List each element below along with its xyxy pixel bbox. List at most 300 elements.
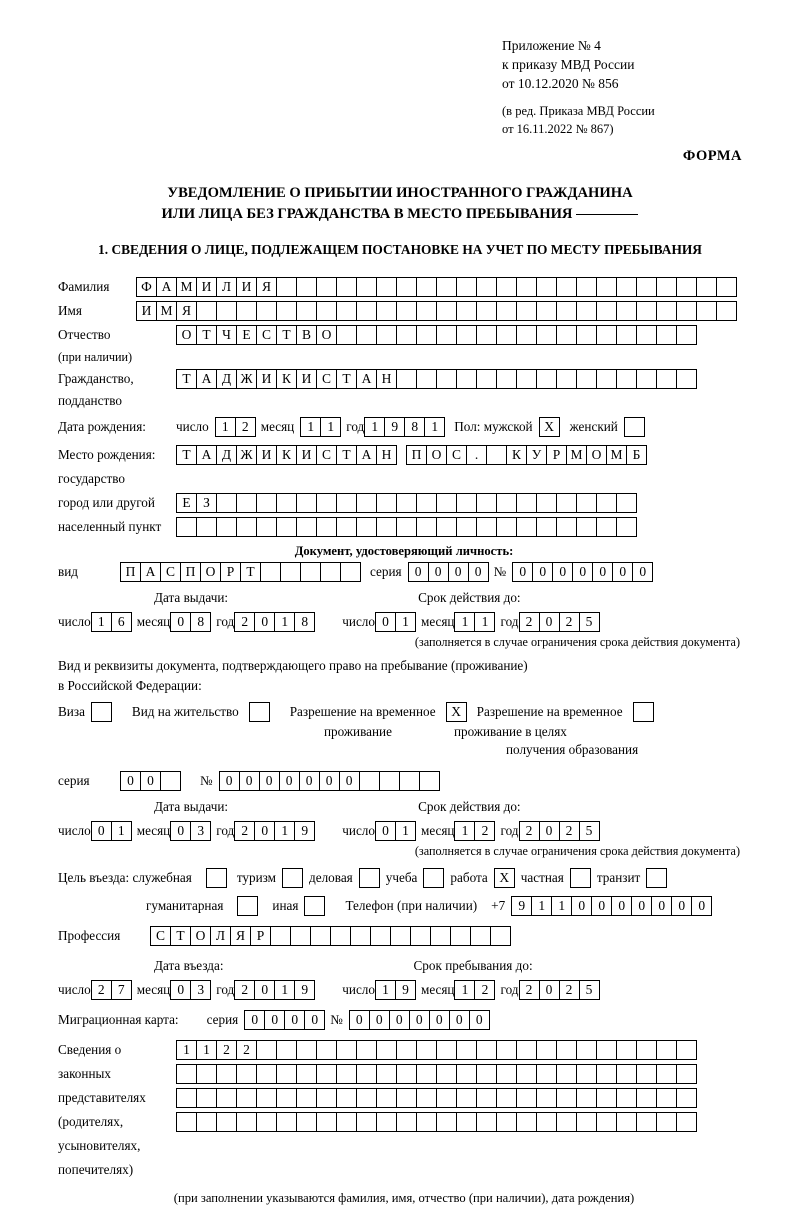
grid-cell[interactable] xyxy=(216,1064,237,1084)
grid-cell[interactable]: И xyxy=(256,369,277,389)
grid-cell[interactable]: 0 xyxy=(239,771,260,791)
grid-cell[interactable] xyxy=(216,1112,237,1132)
grid-cell[interactable] xyxy=(316,1112,337,1132)
doc-issue-month-input[interactable] xyxy=(170,612,210,632)
grid-cell[interactable] xyxy=(356,1064,377,1084)
grid-cell[interactable]: . xyxy=(466,445,487,465)
grid-cell[interactable]: 0 xyxy=(631,896,652,916)
grid-cell[interactable]: 1 xyxy=(91,612,112,632)
grid-cell[interactable] xyxy=(396,1064,417,1084)
grid-cell[interactable] xyxy=(300,562,321,582)
grid-cell[interactable] xyxy=(416,1040,437,1060)
grid-cell[interactable] xyxy=(340,562,361,582)
grid-cell[interactable]: 7 xyxy=(111,980,132,1000)
grid-cell[interactable] xyxy=(656,301,677,321)
grid-cell[interactable] xyxy=(336,301,357,321)
purpose-humanitarian-checkbox[interactable] xyxy=(237,896,258,916)
grid-cell[interactable] xyxy=(556,1088,577,1108)
grid-cell[interactable] xyxy=(376,1088,397,1108)
grid-cell[interactable]: 0 xyxy=(552,562,573,582)
grid-cell[interactable] xyxy=(356,517,377,537)
grid-cell[interactable]: 0 xyxy=(319,771,340,791)
phone-input[interactable] xyxy=(511,896,711,916)
grid-cell[interactable] xyxy=(256,1088,277,1108)
grid-cell[interactable]: 0 xyxy=(572,562,593,582)
grid-cell[interactable] xyxy=(356,1040,377,1060)
grid-cell[interactable] xyxy=(496,1064,517,1084)
grid-cell[interactable] xyxy=(536,1040,557,1060)
grid-cell[interactable] xyxy=(536,277,557,297)
grid-cell[interactable] xyxy=(496,301,517,321)
grid-cell[interactable] xyxy=(336,493,357,513)
grid-cell[interactable] xyxy=(376,277,397,297)
grid-cell[interactable] xyxy=(276,1040,297,1060)
grid-cell[interactable]: П xyxy=(406,445,427,465)
grid-cell[interactable]: 0 xyxy=(254,980,275,1000)
grid-cell[interactable] xyxy=(396,301,417,321)
grid-cell[interactable]: Е xyxy=(176,493,197,513)
grid-cell[interactable]: Н xyxy=(376,445,397,465)
grid-cell[interactable]: А xyxy=(356,445,377,465)
grid-cell[interactable] xyxy=(456,1112,477,1132)
grid-cell[interactable]: 0 xyxy=(671,896,692,916)
residence-permit-checkbox[interactable] xyxy=(249,702,270,722)
edu-residence-checkbox[interactable] xyxy=(633,702,654,722)
grid-cell[interactable]: 0 xyxy=(259,771,280,791)
grid-cell[interactable] xyxy=(516,517,537,537)
grid-cell[interactable]: 1 xyxy=(395,821,416,841)
grid-cell[interactable] xyxy=(276,517,297,537)
grid-cell[interactable]: 0 xyxy=(408,562,429,582)
grid-cell[interactable]: А xyxy=(356,369,377,389)
grid-cell[interactable] xyxy=(516,493,537,513)
grid-cell[interactable] xyxy=(676,369,697,389)
grid-cell[interactable] xyxy=(456,1064,477,1084)
grid-cell[interactable] xyxy=(336,325,357,345)
grid-cell[interactable] xyxy=(416,1064,437,1084)
grid-cell[interactable] xyxy=(716,301,737,321)
entry-month-input[interactable] xyxy=(170,980,210,1000)
grid-cell[interactable] xyxy=(636,325,657,345)
grid-cell[interactable] xyxy=(556,325,577,345)
purpose-business-checkbox[interactable] xyxy=(359,868,380,888)
grid-cell[interactable] xyxy=(436,1064,457,1084)
purpose-transit-checkbox[interactable] xyxy=(646,868,667,888)
legal-rep-input-3[interactable] xyxy=(176,1088,696,1108)
grid-cell[interactable]: 1 xyxy=(474,612,495,632)
grid-cell[interactable]: Т xyxy=(176,369,197,389)
grid-cell[interactable]: 5 xyxy=(579,821,600,841)
grid-cell[interactable] xyxy=(336,1064,357,1084)
grid-cell[interactable]: 0 xyxy=(512,562,533,582)
grid-cell[interactable] xyxy=(536,325,557,345)
grid-cell[interactable] xyxy=(390,926,411,946)
grid-cell[interactable]: Ф xyxy=(136,277,157,297)
grid-cell[interactable] xyxy=(456,1088,477,1108)
birth-month-input[interactable] xyxy=(300,417,340,437)
grid-cell[interactable] xyxy=(336,277,357,297)
grid-cell[interactable] xyxy=(256,1064,277,1084)
grid-cell[interactable] xyxy=(316,1088,337,1108)
grid-cell[interactable] xyxy=(310,926,331,946)
permit-valid-year-input[interactable] xyxy=(519,821,599,841)
grid-cell[interactable] xyxy=(496,1040,517,1060)
grid-cell[interactable]: 1 xyxy=(274,821,295,841)
grid-cell[interactable] xyxy=(636,1064,657,1084)
grid-cell[interactable] xyxy=(236,301,257,321)
grid-cell[interactable] xyxy=(336,1040,357,1060)
grid-cell[interactable] xyxy=(336,1088,357,1108)
grid-cell[interactable] xyxy=(296,1064,317,1084)
grid-cell[interactable] xyxy=(576,369,597,389)
grid-cell[interactable] xyxy=(636,301,657,321)
name-input[interactable] xyxy=(136,301,736,321)
grid-cell[interactable]: Я xyxy=(176,301,197,321)
grid-cell[interactable] xyxy=(336,1112,357,1132)
grid-cell[interactable] xyxy=(516,277,537,297)
grid-cell[interactable] xyxy=(576,517,597,537)
grid-cell[interactable] xyxy=(416,493,437,513)
grid-cell[interactable]: 0 xyxy=(170,821,191,841)
grid-cell[interactable]: Д xyxy=(216,445,237,465)
grid-cell[interactable] xyxy=(256,1112,277,1132)
grid-cell[interactable] xyxy=(436,1088,457,1108)
grid-cell[interactable]: 0 xyxy=(469,1010,490,1030)
grid-cell[interactable] xyxy=(316,301,337,321)
grid-cell[interactable] xyxy=(636,277,657,297)
grid-cell[interactable]: 0 xyxy=(592,562,613,582)
citizenship-input[interactable] xyxy=(176,369,696,389)
grid-cell[interactable] xyxy=(676,1088,697,1108)
grid-cell[interactable] xyxy=(616,517,637,537)
purpose-tourism-checkbox[interactable] xyxy=(282,868,303,888)
grid-cell[interactable]: Т xyxy=(240,562,261,582)
grid-cell[interactable] xyxy=(316,277,337,297)
birth-year-input[interactable] xyxy=(364,417,444,437)
grid-cell[interactable] xyxy=(516,325,537,345)
grid-cell[interactable] xyxy=(410,926,431,946)
grid-cell[interactable] xyxy=(176,517,197,537)
grid-cell[interactable] xyxy=(490,926,511,946)
grid-cell[interactable] xyxy=(676,1064,697,1084)
grid-cell[interactable] xyxy=(436,517,457,537)
grid-cell[interactable] xyxy=(260,562,281,582)
grid-cell[interactable]: 2 xyxy=(91,980,112,1000)
grid-cell[interactable]: 0 xyxy=(254,612,275,632)
grid-cell[interactable]: Р xyxy=(546,445,567,465)
grid-cell[interactable] xyxy=(496,517,517,537)
grid-cell[interactable] xyxy=(656,1040,677,1060)
grid-cell[interactable]: 0 xyxy=(369,1010,390,1030)
grid-cell[interactable]: 0 xyxy=(691,896,712,916)
grid-cell[interactable]: И xyxy=(256,445,277,465)
grid-cell[interactable] xyxy=(450,926,471,946)
grid-cell[interactable] xyxy=(356,493,377,513)
grid-cell[interactable] xyxy=(236,1112,257,1132)
grid-cell[interactable] xyxy=(656,277,677,297)
grid-cell[interactable] xyxy=(416,277,437,297)
grid-cell[interactable] xyxy=(376,493,397,513)
grid-cell[interactable] xyxy=(596,1040,617,1060)
grid-cell[interactable]: Б xyxy=(626,445,647,465)
grid-cell[interactable]: 0 xyxy=(539,821,560,841)
grid-cell[interactable]: 0 xyxy=(299,771,320,791)
grid-cell[interactable] xyxy=(316,517,337,537)
grid-cell[interactable]: И xyxy=(136,301,157,321)
grid-cell[interactable] xyxy=(476,493,497,513)
grid-cell[interactable] xyxy=(416,1088,437,1108)
grid-cell[interactable] xyxy=(476,1088,497,1108)
grid-cell[interactable] xyxy=(270,926,291,946)
grid-cell[interactable] xyxy=(296,301,317,321)
grid-cell[interactable] xyxy=(676,277,697,297)
grid-cell[interactable] xyxy=(536,493,557,513)
grid-cell[interactable] xyxy=(476,1064,497,1084)
grid-cell[interactable]: М xyxy=(566,445,587,465)
grid-cell[interactable]: 1 xyxy=(300,417,321,437)
grid-cell[interactable]: 0 xyxy=(632,562,653,582)
visa-checkbox[interactable] xyxy=(91,702,112,722)
grid-cell[interactable] xyxy=(276,493,297,513)
grid-cell[interactable]: И xyxy=(296,369,317,389)
grid-cell[interactable]: 1 xyxy=(551,896,572,916)
grid-cell[interactable] xyxy=(616,1064,637,1084)
grid-cell[interactable]: 0 xyxy=(539,612,560,632)
grid-cell[interactable] xyxy=(616,493,637,513)
grid-cell[interactable]: И xyxy=(196,277,217,297)
grid-cell[interactable] xyxy=(236,493,257,513)
grid-cell[interactable] xyxy=(636,1088,657,1108)
grid-cell[interactable] xyxy=(296,1088,317,1108)
grid-cell[interactable]: П xyxy=(120,562,141,582)
grid-cell[interactable]: 2 xyxy=(216,1040,237,1060)
grid-cell[interactable]: Ж xyxy=(236,369,257,389)
grid-cell[interactable] xyxy=(356,301,377,321)
grid-cell[interactable]: 1 xyxy=(196,1040,217,1060)
grid-cell[interactable] xyxy=(496,369,517,389)
grid-cell[interactable]: 1 xyxy=(274,612,295,632)
grid-cell[interactable]: Т xyxy=(170,926,191,946)
grid-cell[interactable] xyxy=(556,301,577,321)
grid-cell[interactable] xyxy=(576,493,597,513)
grid-cell[interactable] xyxy=(416,325,437,345)
grid-cell[interactable]: 9 xyxy=(395,980,416,1000)
grid-cell[interactable]: 0 xyxy=(468,562,489,582)
grid-cell[interactable] xyxy=(276,1088,297,1108)
patronymic-input[interactable] xyxy=(176,325,696,345)
grid-cell[interactable] xyxy=(636,369,657,389)
grid-cell[interactable] xyxy=(356,277,377,297)
grid-cell[interactable] xyxy=(476,369,497,389)
doc-issue-year-input[interactable] xyxy=(234,612,314,632)
grid-cell[interactable] xyxy=(316,1040,337,1060)
grid-cell[interactable]: С xyxy=(316,445,337,465)
grid-cell[interactable] xyxy=(456,277,477,297)
grid-cell[interactable]: Т xyxy=(336,445,357,465)
grid-cell[interactable] xyxy=(516,1112,537,1132)
grid-cell[interactable]: 0 xyxy=(591,896,612,916)
grid-cell[interactable] xyxy=(656,1112,677,1132)
grid-cell[interactable] xyxy=(256,517,277,537)
migration-series-input[interactable] xyxy=(244,1010,324,1030)
grid-cell[interactable]: Т xyxy=(276,325,297,345)
grid-cell[interactable]: 9 xyxy=(384,417,405,437)
grid-cell[interactable]: 1 xyxy=(364,417,385,437)
legal-rep-input-1[interactable] xyxy=(176,1040,696,1060)
grid-cell[interactable]: 1 xyxy=(454,612,475,632)
grid-cell[interactable] xyxy=(356,325,377,345)
grid-cell[interactable] xyxy=(436,1112,457,1132)
grid-cell[interactable] xyxy=(256,301,277,321)
grid-cell[interactable]: С xyxy=(446,445,467,465)
grid-cell[interactable] xyxy=(656,1064,677,1084)
grid-cell[interactable]: 0 xyxy=(339,771,360,791)
grid-cell[interactable] xyxy=(436,277,457,297)
grid-cell[interactable] xyxy=(536,517,557,537)
grid-cell[interactable] xyxy=(396,1112,417,1132)
grid-cell[interactable]: 0 xyxy=(91,821,112,841)
birth-locality-input[interactable] xyxy=(176,517,636,537)
grid-cell[interactable]: Ч xyxy=(216,325,237,345)
grid-cell[interactable] xyxy=(216,301,237,321)
doc-valid-month-input[interactable] xyxy=(454,612,494,632)
grid-cell[interactable] xyxy=(496,325,517,345)
grid-cell[interactable] xyxy=(556,369,577,389)
grid-cell[interactable] xyxy=(556,277,577,297)
doc-issue-day-input[interactable] xyxy=(91,612,131,632)
grid-cell[interactable]: О xyxy=(316,325,337,345)
grid-cell[interactable]: 2 xyxy=(559,612,580,632)
grid-cell[interactable] xyxy=(476,325,497,345)
grid-cell[interactable] xyxy=(376,301,397,321)
grid-cell[interactable] xyxy=(290,926,311,946)
grid-cell[interactable] xyxy=(556,1112,577,1132)
grid-cell[interactable]: 1 xyxy=(111,821,132,841)
grid-cell[interactable] xyxy=(616,369,637,389)
grid-cell[interactable]: 0 xyxy=(651,896,672,916)
grid-cell[interactable]: 9 xyxy=(294,821,315,841)
grid-cell[interactable] xyxy=(416,1112,437,1132)
grid-cell[interactable] xyxy=(556,1040,577,1060)
legal-rep-input-4[interactable] xyxy=(176,1112,696,1132)
grid-cell[interactable]: Л xyxy=(216,277,237,297)
grid-cell[interactable] xyxy=(436,325,457,345)
grid-cell[interactable]: 0 xyxy=(284,1010,305,1030)
grid-cell[interactable] xyxy=(516,1064,537,1084)
grid-cell[interactable] xyxy=(456,493,477,513)
stay-month-input[interactable] xyxy=(454,980,494,1000)
grid-cell[interactable] xyxy=(376,325,397,345)
grid-cell[interactable]: 0 xyxy=(279,771,300,791)
grid-cell[interactable]: К xyxy=(276,369,297,389)
grid-cell[interactable] xyxy=(656,325,677,345)
purpose-work-checkbox[interactable]: Х xyxy=(494,868,515,888)
grid-cell[interactable] xyxy=(576,301,597,321)
grid-cell[interactable]: Т xyxy=(336,369,357,389)
grid-cell[interactable]: И xyxy=(236,277,257,297)
grid-cell[interactable] xyxy=(676,1112,697,1132)
grid-cell[interactable]: У xyxy=(526,445,547,465)
grid-cell[interactable] xyxy=(336,517,357,537)
sex-male-checkbox[interactable]: Х xyxy=(539,417,560,437)
grid-cell[interactable] xyxy=(616,325,637,345)
grid-cell[interactable] xyxy=(296,277,317,297)
grid-cell[interactable] xyxy=(396,325,417,345)
profession-input[interactable] xyxy=(150,926,510,946)
grid-cell[interactable] xyxy=(596,369,617,389)
stay-year-input[interactable] xyxy=(519,980,599,1000)
grid-cell[interactable] xyxy=(536,301,557,321)
grid-cell[interactable] xyxy=(436,1040,457,1060)
grid-cell[interactable]: 0 xyxy=(449,1010,470,1030)
grid-cell[interactable] xyxy=(576,1112,597,1132)
grid-cell[interactable] xyxy=(376,1112,397,1132)
grid-cell[interactable]: 0 xyxy=(428,562,449,582)
grid-cell[interactable] xyxy=(436,493,457,513)
doc-series-input[interactable] xyxy=(408,562,488,582)
grid-cell[interactable] xyxy=(636,1040,657,1060)
doc-number-input[interactable] xyxy=(512,562,652,582)
grid-cell[interactable]: 1 xyxy=(274,980,295,1000)
grid-cell[interactable] xyxy=(596,1088,617,1108)
grid-cell[interactable]: 5 xyxy=(579,612,600,632)
grid-cell[interactable]: 8 xyxy=(404,417,425,437)
grid-cell[interactable]: М xyxy=(606,445,627,465)
grid-cell[interactable]: 1 xyxy=(395,612,416,632)
grid-cell[interactable]: 2 xyxy=(474,980,495,1000)
grid-cell[interactable]: 0 xyxy=(539,980,560,1000)
grid-cell[interactable] xyxy=(196,1088,217,1108)
grid-cell[interactable] xyxy=(516,1040,537,1060)
grid-cell[interactable]: 6 xyxy=(111,612,132,632)
grid-cell[interactable]: 0 xyxy=(375,612,396,632)
grid-cell[interactable]: 8 xyxy=(294,612,315,632)
permit-valid-day-input[interactable] xyxy=(375,821,415,841)
grid-cell[interactable]: 3 xyxy=(190,821,211,841)
grid-cell[interactable]: 0 xyxy=(120,771,141,791)
grid-cell[interactable]: С xyxy=(316,369,337,389)
grid-cell[interactable] xyxy=(196,1112,217,1132)
grid-cell[interactable]: 2 xyxy=(519,612,540,632)
permit-series-input[interactable] xyxy=(120,771,180,791)
grid-cell[interactable]: Р xyxy=(250,926,271,946)
grid-cell[interactable]: О xyxy=(200,562,221,582)
birth-city-input-line2[interactable] xyxy=(176,493,636,513)
grid-cell[interactable]: С xyxy=(256,325,277,345)
grid-cell[interactable]: 8 xyxy=(190,612,211,632)
grid-cell[interactable] xyxy=(216,493,237,513)
grid-cell[interactable] xyxy=(436,369,457,389)
grid-cell[interactable]: М xyxy=(176,277,197,297)
entry-year-input[interactable] xyxy=(234,980,314,1000)
grid-cell[interactable] xyxy=(476,1112,497,1132)
grid-cell[interactable]: 0 xyxy=(349,1010,370,1030)
grid-cell[interactable] xyxy=(456,301,477,321)
grid-cell[interactable]: 2 xyxy=(234,980,255,1000)
grid-cell[interactable] xyxy=(516,1088,537,1108)
grid-cell[interactable] xyxy=(616,1112,637,1132)
grid-cell[interactable]: С xyxy=(150,926,171,946)
grid-cell[interactable]: 0 xyxy=(170,980,191,1000)
grid-cell[interactable]: 1 xyxy=(215,417,236,437)
grid-cell[interactable] xyxy=(396,1040,417,1060)
grid-cell[interactable] xyxy=(176,1064,197,1084)
grid-cell[interactable]: 0 xyxy=(219,771,240,791)
birth-day-input[interactable] xyxy=(215,417,255,437)
grid-cell[interactable] xyxy=(399,771,420,791)
grid-cell[interactable] xyxy=(350,926,371,946)
purpose-private-checkbox[interactable] xyxy=(570,868,591,888)
